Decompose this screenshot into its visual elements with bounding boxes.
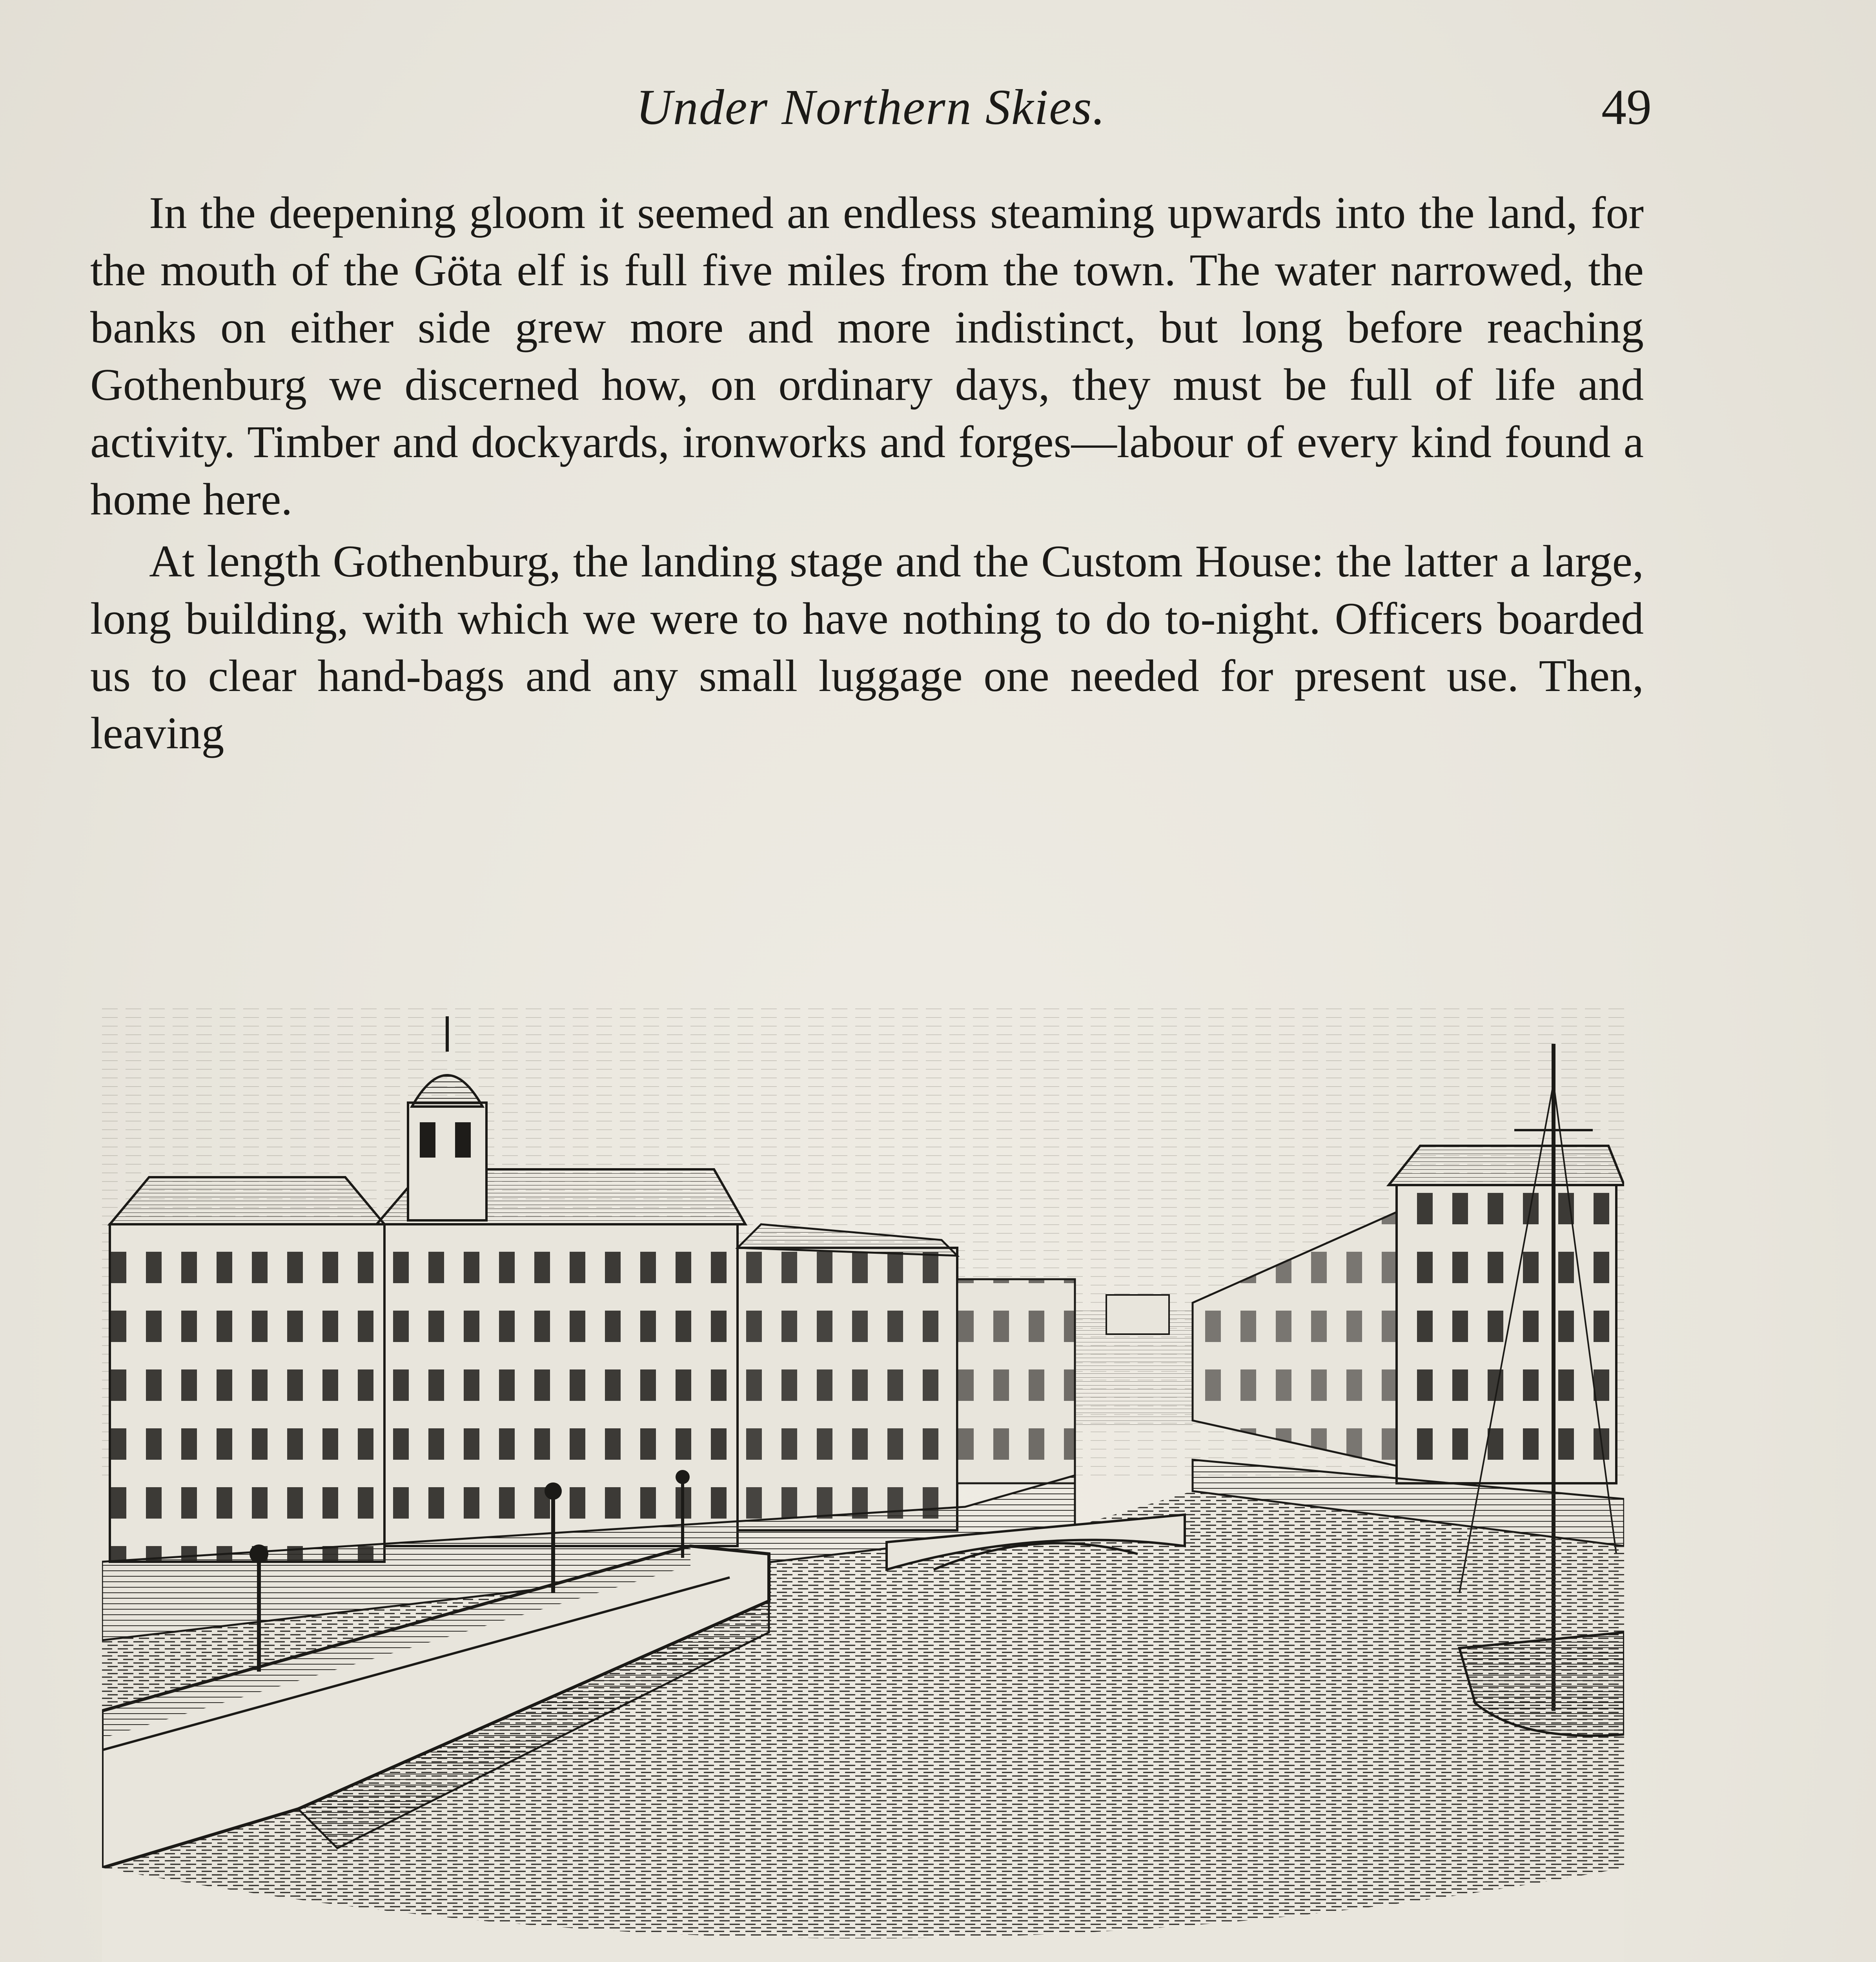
distant-canal	[1075, 1295, 1193, 1428]
illustration-gothenburg	[102, 1005, 1624, 1962]
body-text-top	[90, 184, 1644, 767]
running-title: Under Northern Skies.	[636, 79, 1106, 135]
paragraph: In the deepening gloom it seemed an endless steaming upwards into the land, for the mouth of the Göta elf is full five miles from the town. The water narrowed, the banks on either side grew more and more indistinct, but long before reaching Gothenburg we discerned how, on ordinary days, they must be full of life and activity. Timber and dockyards, ironworks and forges—labour of every kind found a home here.	[90, 188, 1644, 525]
page-number: 49	[1601, 79, 1652, 135]
paragraph: At length Gothenburg, the landing stage and the Custom House: the latter a large, long building, with which we were to have nothing to do to-night. Officers boarded us to clear hand-bags and any small luggage one needed for present use. Then, leaving	[90, 536, 1644, 759]
engraving-canal-scene	[102, 1005, 1624, 1962]
page-header	[90, 78, 1652, 149]
